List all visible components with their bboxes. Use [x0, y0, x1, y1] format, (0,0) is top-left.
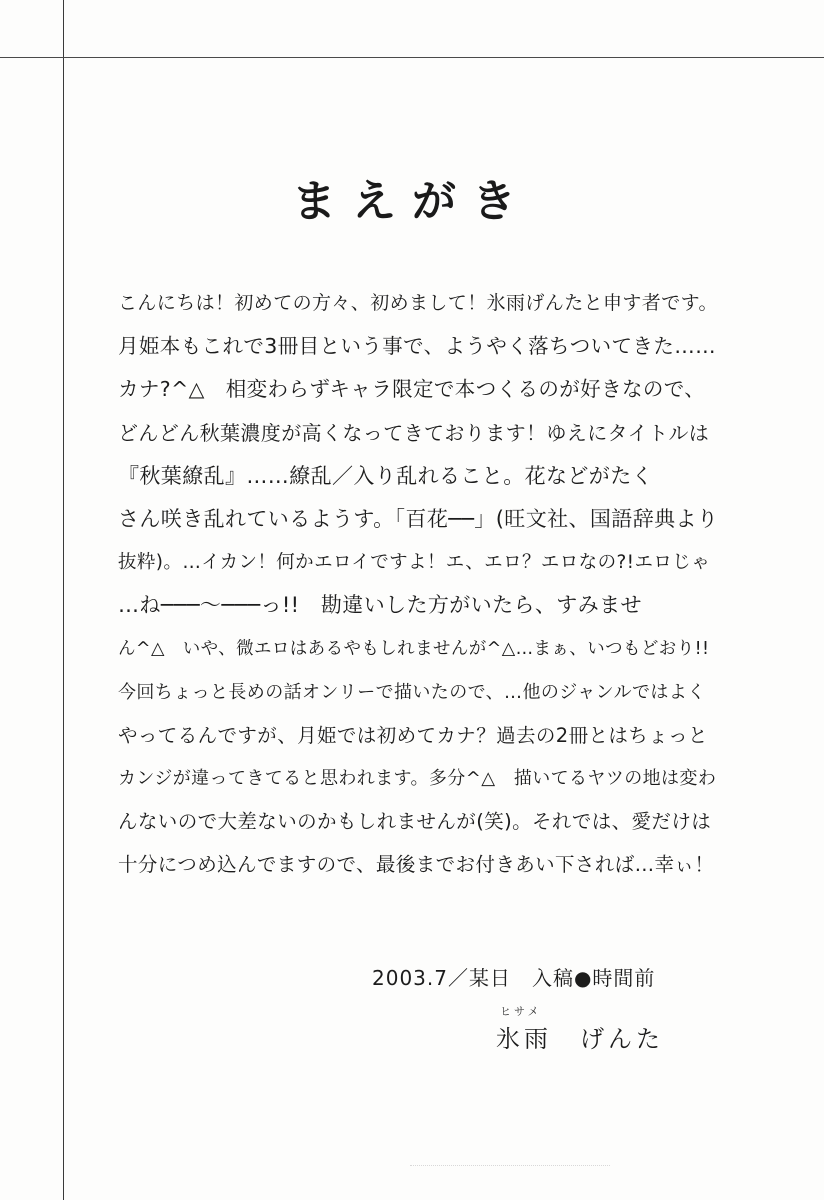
signature-name: 氷雨 げんた	[496, 1025, 664, 1053]
body-line: 『秋葉繚乱』……繚乱／入り乱れること。花などがたく	[118, 463, 653, 488]
body-line: …ね───～───っ!! 勘違いした方がいたら、すみませ	[118, 593, 642, 618]
faint-bottom-mark	[410, 1165, 610, 1174]
body-line: んないので大差ないのかもしれませんが(笑)。それでは、愛だけは	[118, 810, 712, 834]
signature-block	[372, 962, 712, 1059]
body-line: ん^△ いや、微エロはあるやもしれませんが^△…まぁ、いつもどおり!!	[118, 638, 710, 659]
body-line: カンジが違ってきてると思われます。多分^△ 描いてるヤツの地は変わ	[118, 768, 717, 790]
signature-name-block	[496, 1005, 696, 1059]
body-line: 十分につめ込んでますので、最後までお付きあい下されば…幸ぃ！	[118, 853, 715, 877]
preface-body	[118, 282, 718, 887]
page-frame-top-rule	[0, 57, 824, 58]
body-line: 月姫本もこれで3冊目という事で、ようやく落ちついてきた……	[118, 334, 717, 359]
body-line: やってるんですが、月姫では初めてカナ？過去の2冊とはちょっと	[118, 723, 708, 747]
signature-date: 2003.7／某日 入稿●時間前	[372, 966, 656, 990]
body-line: こんにちは！初めての方々、初めまして！氷雨げんたと申す者です。	[118, 292, 718, 314]
body-line: 今回ちょっと長めの話オンリーで描いたので、…他のジャンルではよく	[118, 681, 706, 703]
body-line: さん咲き乱れているようす。「百花──」(旺文社、国語辞典より	[118, 506, 719, 531]
page-title: まえがき	[292, 176, 532, 227]
body-line: カナ?^△ 相変わらずキャラ限定で本つくるのが好きなので、	[118, 377, 706, 402]
body-line: 抜粋)。…イカン！何かエロイですよ！エ、エロ？エロなの?!エロじゃ	[118, 552, 711, 574]
body-line: どんどん秋葉濃度が高くなってきております！ゆえにタイトルは	[118, 420, 710, 445]
signature-ruby: ヒサメ	[500, 1005, 542, 1018]
